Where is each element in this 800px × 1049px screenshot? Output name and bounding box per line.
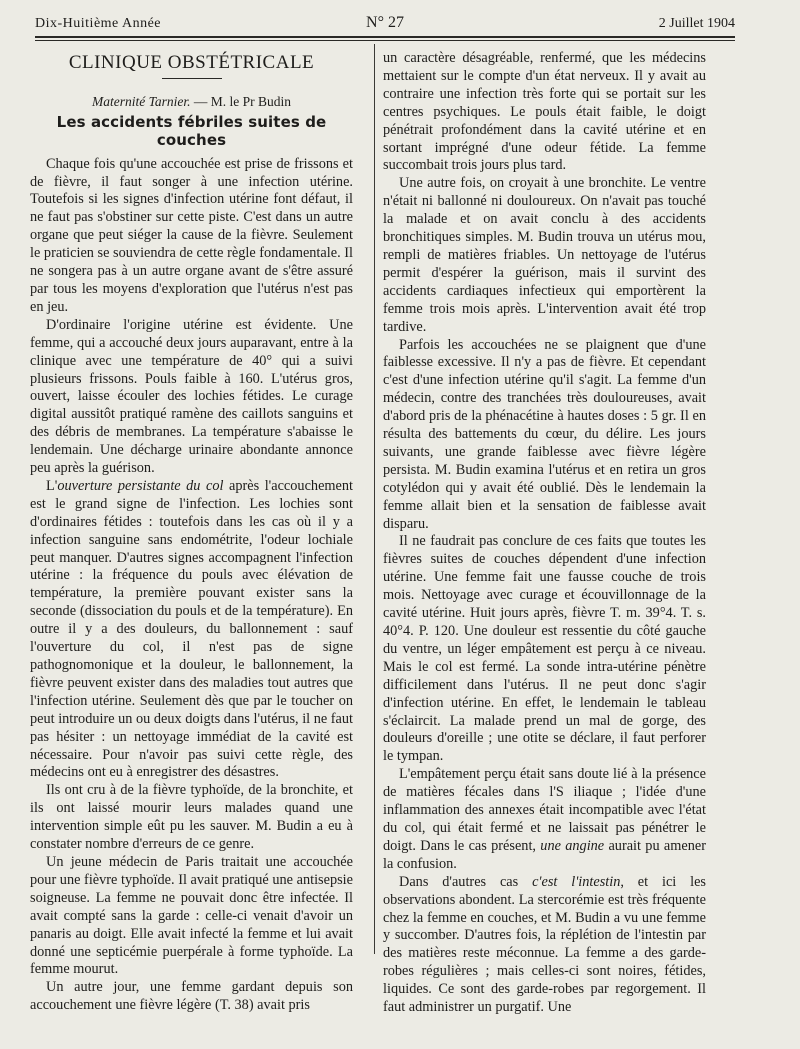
section-title: CLINIQUE OBSTÉTRICALE bbox=[68, 52, 315, 73]
byline-location: Maternité Tarnier. bbox=[91, 93, 191, 109]
article-title: Les accidents fébriles suites de couches bbox=[56, 112, 327, 149]
paragraph: L'ouverture persistante du col après l'accouchement est le grand signe de l'infection. Les lochies sont d'ordinaires fétides : toutefois dans les cas où il y a infection sanguine sans endométrite, l'odeur lochiale peut manquer. D'autres signes accompagnent l'infection utérine : la fréquence du pouls avec élévation de température, la première pouvant exister sans la seconde (dissociation du pouls et de la température). En outre il y a des douleurs, du ballonnement : sauf l'ouverture du col, il n'est pas de signe pathognomonique et la douleur, le ballonnement, la fièvre peuvent exister dans des maladies tout autres que l'infection utérine. Seulement dès que par le toucher on peut introduire un ou deux doigts dans l'utérus, il ne faut pas hésiter : un nettoyage immédiat de la cavité est nécessaire. Pour n'avoir pas suivi cette règle, des médecins ont eu à enregistrer des désastres. bbox=[30, 477, 354, 781]
header-rule-thin bbox=[35, 40, 735, 41]
paragraph: Dans d'autres cas c'est l'intestin, et ici les observations abondent. La stercorémie est très fréquente chez la femme en couches, et M. Budin a vu une femme y succomber. D'autres fois, la réplétion de l'intestin par des matières reste méconnue. La femme a des garde-robes régulières ; mais celles-ci sont noires, fétides, liquides. Ce sont des garde-robes par regorgement. Il faut administrer un purgatif. Une bbox=[383, 873, 706, 1016]
left-column bbox=[30, 50, 353, 1015]
paragraph: Un autre jour, une femme gardant depuis son accouchement une fièvre légère (T. 38) avait pris bbox=[30, 979, 353, 1014]
volume-year: Dix-Huitième Année bbox=[35, 16, 162, 31]
paragraph: L'empâtement perçu était sans doute lié à la présence de matières fécales dans l'S iliaque ; l'idée d'une inflammation des annexes était incompatible avec l'état du col, qui était fermé et ne laissait pas pénétrer le doigt. Dans le cas présent, une angine aurait pu amener la confusion. bbox=[383, 766, 706, 872]
section-title-rule bbox=[162, 78, 222, 79]
right-column bbox=[383, 50, 706, 1017]
emphasis: c'est l'intestin bbox=[532, 873, 621, 890]
issue-date: 2 Juillet 1904 bbox=[658, 16, 735, 31]
paragraph: Parfois les accouchées ne se plaignent que d'une faiblesse excessive. Il n'y a pas de fièvre. Et cependant c'est d'une infection utérine qu'il s'agit. La femme d'un médecin, contre des tranchées très douloureuses, avait d'abord pris de la phénacétine à hautes doses : 5 gr. Il en résulta des battements du cœur, du délire. Les jours suivants, une grande faiblesse avec fièvre légère persista. M. Budin examina l'utérus et en retira un gros cotylédon qui y avait été oublié. Dès le lendemain la femme allait bien et la sensation de faiblesse avait disparu. bbox=[383, 336, 706, 532]
paragraph-continued: un caractère désagréable, renfermé, que les médecins mettaient sur le compte d'un état nerveux. Il y avait au contraire une infection très forte qui se portait sur les centres psychiques. Le pouls était faible, le doigt pénétrait profondément dans la cavité utérine et en sortant imprégné d'une odeur fétide. La femme succombait trois jours plus tard. bbox=[383, 50, 706, 174]
column-divider bbox=[374, 44, 375, 954]
header-rule-thick bbox=[35, 36, 735, 38]
paragraph: D'ordinaire l'origine utérine est évidente. Une femme, qui a accouché deux jours auparavant, entre à la clinique avec une température de 40° qui a suivi plusieurs frissons. Pouls faible à 160. L'utérus gros, ouvert, laisse écouler des lochies fétides. Le curage digital aussitôt pratiqué ramène des caillots sanguins et des débris de membranes. La température s'abaisse le lendemain. Une décharge urinaire abondante annonce peu après la guérison. bbox=[30, 316, 353, 477]
byline-author: — M. le Pr Budin bbox=[193, 93, 292, 109]
paragraph: Une autre fois, on croyait à une bronchite. Le ventre n'était ni ballonné ni douloureux. On n'avait pas touché la malade et on avait conclu à des accidents bronchitiques simples. M. Budin trouva un utérus mou, rempli de matières friables. Un nettoyage de l'utérus permit d'espérer la guérison, mais il survint des accidents cardiaques infectieux qui emportèrent la femme trois mois après. L'intervention avait été trop tardive. bbox=[383, 175, 706, 335]
emphasis: une angine bbox=[540, 837, 605, 854]
paragraph: Ils ont cru à de la fièvre typhoïde, de la bronchite, et ils ont laissé mourir leurs malades quand une intervention simple eût pu les sauver. M. Budin a eu à constater nombre d'erreurs de ce genre. bbox=[30, 782, 353, 853]
emphasis: ouverture persistante du col bbox=[57, 477, 224, 494]
byline bbox=[30, 93, 353, 111]
paragraph: Il ne faudrait pas conclure de ces faits que toutes les fièvres suites de couches dépendent d'une infection utérine. Une femme fait une fausse couche de trois mois. Nettoyage avec curage et écouvillonnage de la cavité utérine. Huit jours après, fièvre T. m. 39°4. T. s. 40°4. P. 120. Une douleur est ressentie du côté gauche du ventre, un léger empâtement est perçu à ce niveau. Mais le col est fermé. La sonde intra-utérine pénètre difficilement dans l'utérus. Il ne peut donc s'agir d'infection utérine. En effet, le lendemain le tableau s'éclaircit. La malade prend un mal de gorge, des douleurs d'oreille ; une otite se déclare, il faut perforer le tympan. bbox=[383, 533, 706, 765]
issue-number: N° 27 bbox=[366, 14, 404, 31]
paragraph: Chaque fois qu'une accouchée est prise de frissons et de fièvre, il faut songer à une infection utérine. Toutefois si les signes d'infection utérine font défaut, il ne faut pas s'obstiner sur cette piste. C'est dans un autre organe que peut siéger la cause de la fièvre. Seulement le praticien se souviendra de cette règle fondamentale. Il ne songera pas à un autre organe avant de s'être assuré par tous les moyens d'exploration que l'utérus n'est pas en jeu. bbox=[30, 155, 353, 315]
running-head bbox=[35, 14, 735, 36]
paragraph: Un jeune médecin de Paris traitait une accouchée pour une fièvre typhoïde. Il avait pratiqué une antisepsie soigneuse. La femme ne pouvait donc être infectée. Il avait compté sans la garde : celle-ci venait d'avoir un panaris au doigt. Elle avait infecté la femme et lui avait donné une septicémie puerpérale à forme typhoïde. La femme mourut. bbox=[30, 853, 353, 978]
